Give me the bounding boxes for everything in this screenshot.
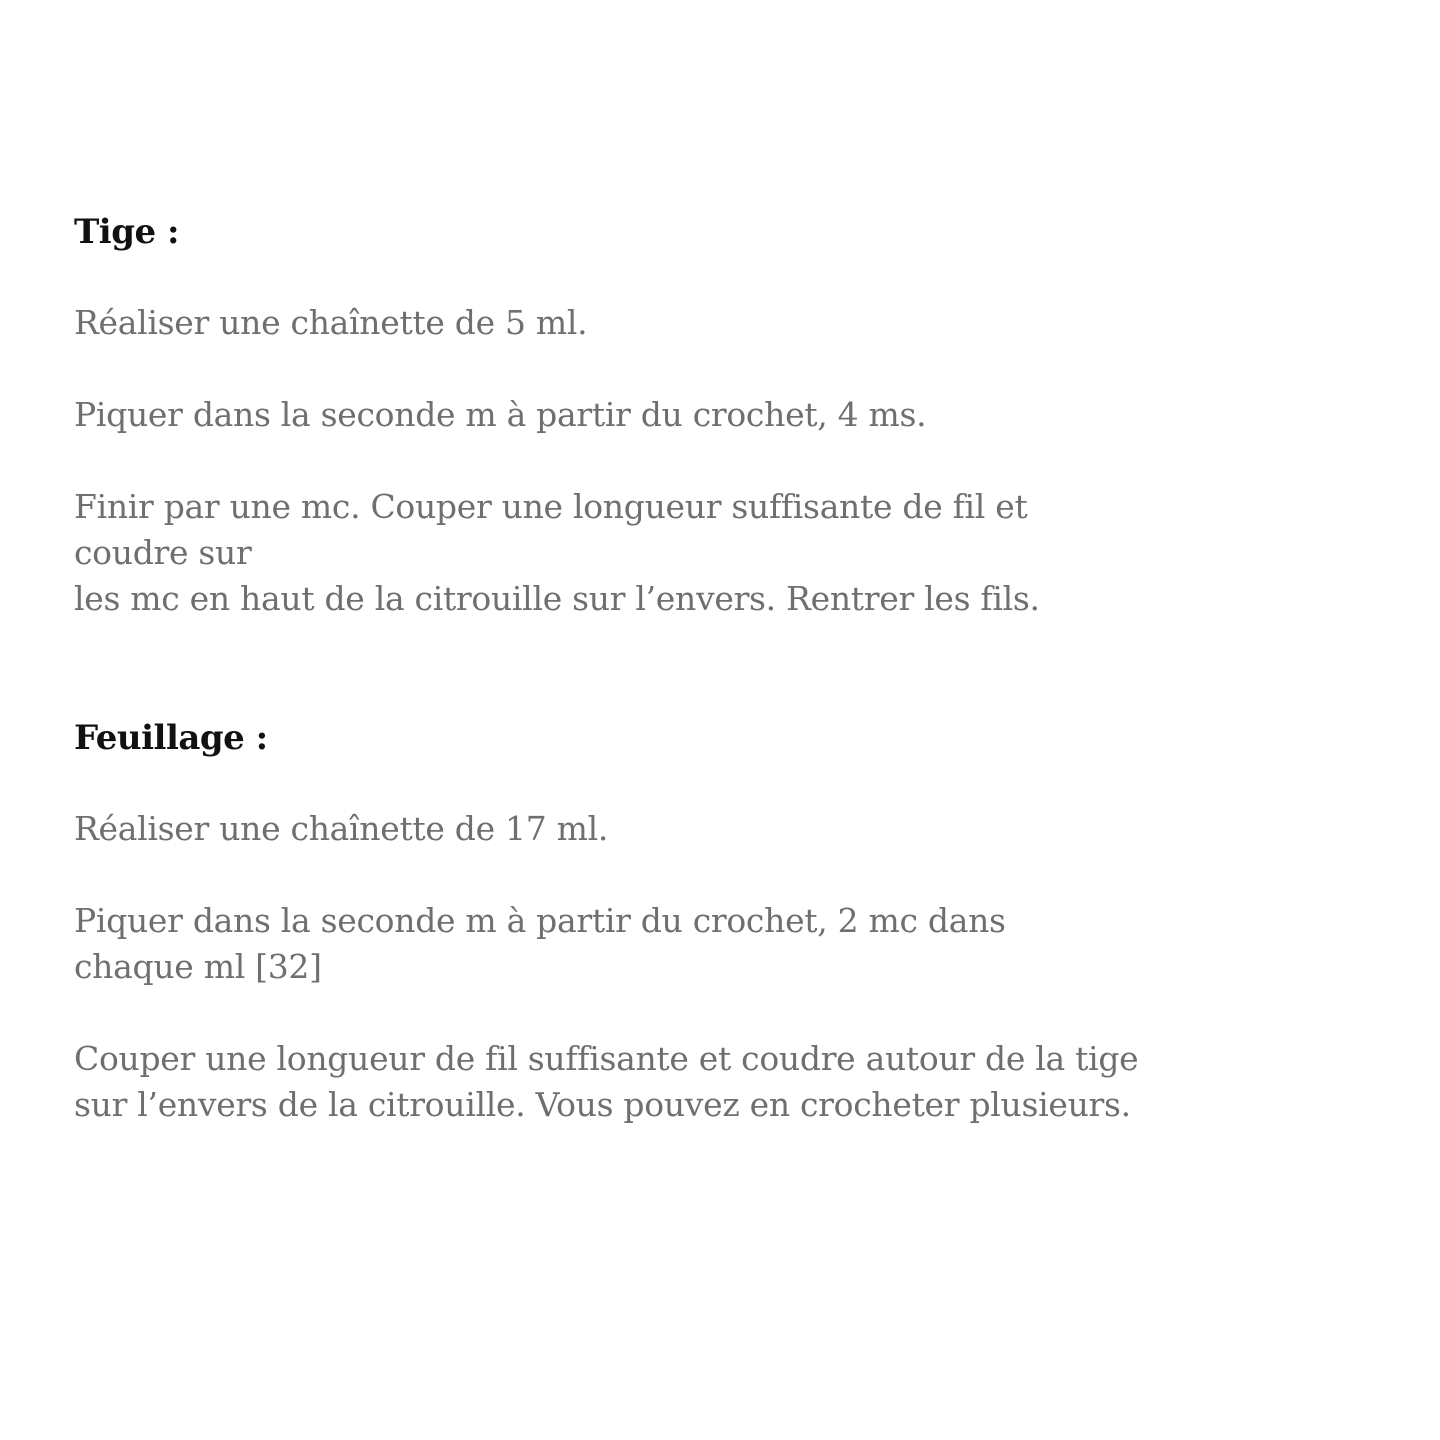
tige-step-1 xyxy=(74,300,1374,346)
tige-step-3 xyxy=(74,484,1374,622)
section-title-feuillage: Feuillage : xyxy=(74,718,268,758)
text-line: chaque ml [32] xyxy=(74,947,322,986)
tige-step-2 xyxy=(74,392,1374,438)
text-line: Piquer dans la seconde m à partir du crochet, 2 mc dans xyxy=(74,901,1006,940)
text-line: Piquer dans la seconde m à partir du crochet, 4 ms. xyxy=(74,395,927,434)
feuillage-step-2 xyxy=(74,898,1374,990)
section-title-tige: Tige : xyxy=(74,212,180,252)
text-line: sur l’envers de la citrouille. Vous pouvez en crocheter plusieurs. xyxy=(74,1085,1131,1124)
text-line: Couper une longueur de fil suffisante et coudre autour de la tige xyxy=(74,1039,1139,1078)
text-line: coudre sur xyxy=(74,533,252,572)
text-line: Finir par une mc. Couper une longueur suffisante de fil et xyxy=(74,487,1028,526)
text-line: les mc en haut de la citrouille sur l’envers. Rentrer les fils. xyxy=(74,579,1040,618)
text-line: Réaliser une chaînette de 5 ml. xyxy=(74,303,588,342)
text-line: Réaliser une chaînette de 17 ml. xyxy=(74,809,609,848)
feuillage-step-3 xyxy=(74,1036,1374,1128)
feuillage-step-1 xyxy=(74,806,1374,852)
